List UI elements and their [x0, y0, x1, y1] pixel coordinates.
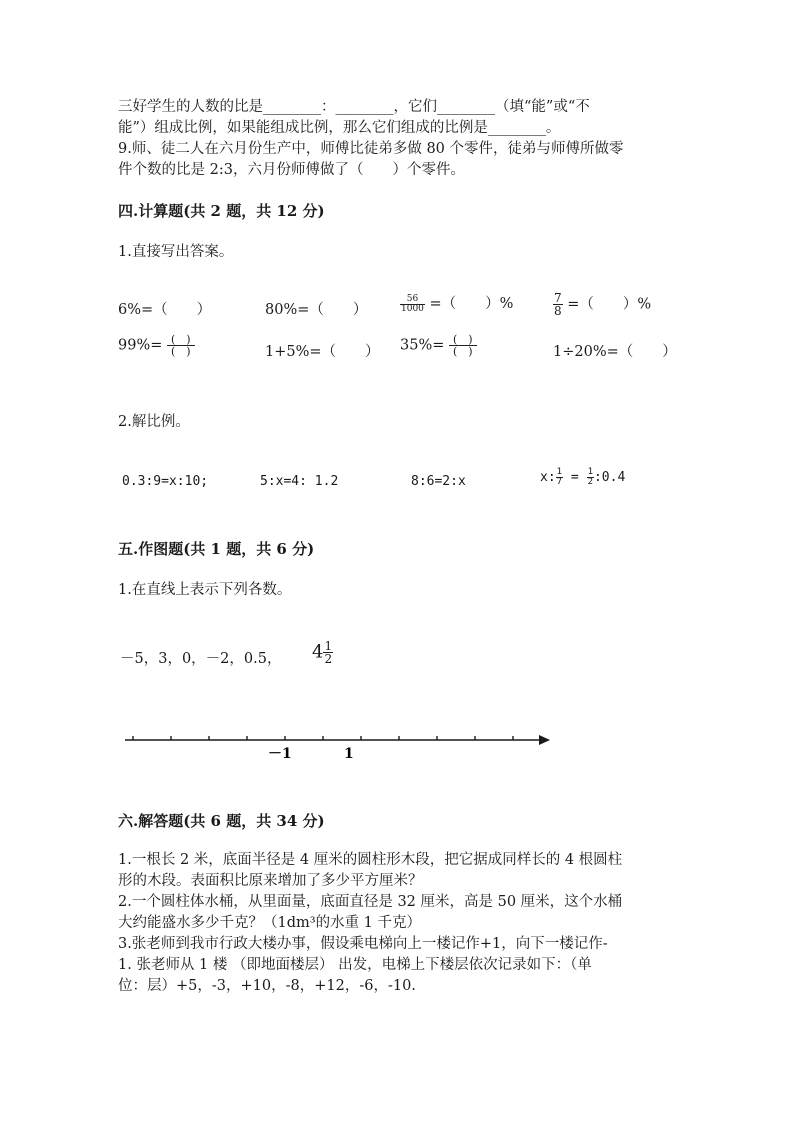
q3-text-line2: 1. 张老师从 1 楼 （即地面楼层） 出发，电梯上下楼层依次记录如下：（单 [118, 957, 592, 973]
q9-text-line2: 件个数的比是 2:3，六月份师傅做了（ ）个零件。 [118, 162, 465, 178]
question-number-line-label: 1.在直线上表示下列各数。 [118, 582, 292, 598]
calc-item-7: 35%= $\frac{( )}{( )}$ [400, 334, 477, 357]
proportion-4: x: $\frac{1}{7}$ = $\frac{1}{2}$ :0.4 [540, 467, 626, 487]
q3-text-line3: 位：层）+5，-3，+10，-8，+12，-6，-10. [118, 978, 416, 994]
calc-item-3: $\frac{56}{1000}$ =（ ）% [401, 293, 514, 314]
mixed-number-4-1-2: 4 $\frac{1}{2}$ [312, 639, 333, 666]
question-direct-answer-label: 1.直接写出答案。 [118, 244, 234, 260]
q1-text-line1: 1.一根长 2 米，底面半径是 4 厘米的圆柱形木段，把它据成同样长的 4 根圆柱 [118, 852, 623, 868]
fraction-56-1000: $\frac{56}{1000}$ [401, 293, 424, 314]
section-heading-drawing: 五.作图题(共 1 题，共 6 分) [118, 540, 315, 558]
q8-text-line2: 能”）组成比例，如果能组成比例，那么它们组成的比例是________。 [118, 120, 561, 136]
q9-text-line1: 9.师、徒二人在六月份生产中，师傅比徒弟多做 80 个零件，徒弟与师傅所做零 [118, 141, 624, 157]
calc-item-6: 1+5%=（ ） [265, 344, 380, 360]
calc-item-5: 99%= $\frac{( )}{( )}$ [118, 334, 195, 357]
section-heading-calculation: 四.计算题(共 2 题，共 12 分) [118, 202, 325, 220]
numbers-to-plot: －5，3，0，－2，0.5， [120, 651, 282, 667]
blank-fraction: $\frac{( )}{( )}$ [449, 334, 477, 357]
blank-fraction: $\frac{( )}{( )}$ [167, 334, 195, 357]
calc-item-8: 1÷20%=（ ） [553, 344, 677, 360]
section-heading-word-problems: 六.解答题(共 6 题，共 34 分) [118, 812, 325, 830]
calc-item-1: 6%=（ ） [118, 302, 212, 318]
proportion-3: 8:6=2:x [411, 474, 466, 489]
q8-text-line1: 三好学生的人数的比是________：________，它们________（填“能”或“不 [118, 99, 590, 115]
proportion-2: 5:x=4: 1.2 [260, 474, 339, 489]
fraction-1-2: $\frac{1}{2}$ [324, 639, 333, 666]
arrow-right-icon [539, 735, 550, 745]
calc-item-2: 80%=（ ） [265, 302, 368, 318]
proportion-1: 0.3:9=x:10; [122, 474, 209, 489]
q3-text-line1: 3.张老师到我市行政大楼办事，假设乘电梯向上一楼记作+1，向下一楼记作- [118, 936, 608, 952]
q2-text-line1: 2.一个圆柱体水桶，从里面量，底面直径是 32 厘米，高是 50 厘米，这个水桶 [118, 894, 623, 910]
axis-label-1: 1 [344, 746, 354, 762]
fraction-1-2: $\frac{1}{2}$ [587, 467, 593, 487]
calc-item-4: $\frac{7}{8}$ =（ ）% [554, 291, 652, 318]
question-solve-proportion-label: 2.解比例。 [118, 414, 190, 430]
fraction-7-8: $\frac{7}{8}$ [554, 291, 562, 318]
axis-label-neg1: －1 [268, 746, 292, 762]
number-line [120, 725, 560, 765]
q1-text-line2: 形的木段。表面积比原来增加了多少平方厘米？ [118, 873, 423, 889]
q2-text-line2: 大约能盛水多少千克？（1dm³的水重 1 千克） [118, 915, 422, 931]
fraction-1-7: $\frac{1}{7}$ [556, 467, 563, 487]
